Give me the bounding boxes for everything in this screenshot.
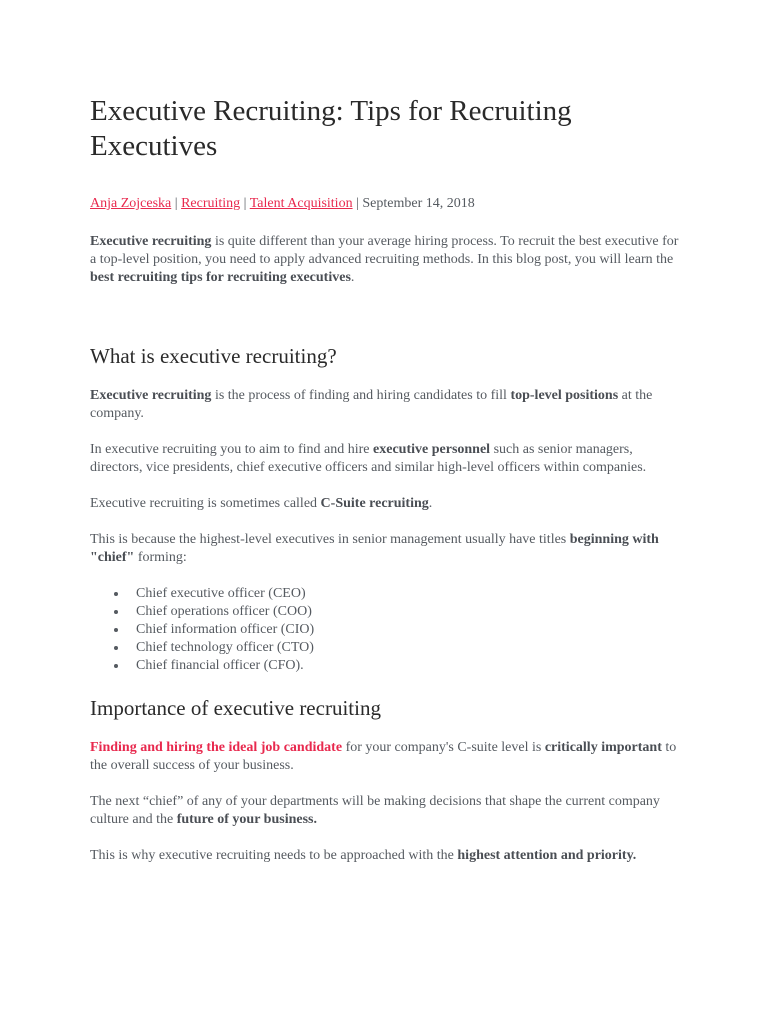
- section1-paragraph: [90, 531, 680, 567]
- chief-titles-list: [90, 585, 680, 675]
- meta-separator: |: [352, 196, 363, 211]
- section2-paragraph: [90, 739, 680, 775]
- body-text: such as senior managers, directors, vice presidents, chief executive officers and similar high-level officers within companies.: [90, 442, 647, 475]
- article-meta: [90, 195, 680, 213]
- author-link[interactable]: Anja Zojceska: [90, 196, 172, 211]
- body-text: for your company's C-suite level is: [342, 740, 545, 755]
- intro-bold: Executive recruiting: [90, 234, 212, 249]
- intro-text: .: [350, 270, 355, 285]
- section-heading-what-is: What is executive recruiting?: [90, 344, 337, 368]
- bold-text: critically important: [544, 740, 662, 755]
- body-text: .: [428, 496, 433, 511]
- article-title: Executive Recruiting: Tips for Recruiting Executives: [90, 95, 572, 162]
- section1-paragraph: [90, 495, 680, 513]
- body-text: at the company.: [90, 388, 653, 421]
- article: [90, 94, 680, 865]
- bold-text: highest attention and priority.: [457, 848, 637, 863]
- intro-paragraph: [90, 233, 680, 287]
- body-text: This is because the highest-level executives in senior management usually have titles: [90, 532, 570, 547]
- meta-separator: |: [240, 196, 250, 211]
- bold-text: C-Suite recruiting: [320, 496, 429, 511]
- list-item: Chief technology officer (CTO): [136, 639, 680, 657]
- body-text: forming:: [134, 550, 187, 565]
- body-text: Executive recruiting is sometimes called: [90, 496, 321, 511]
- intro-text: is quite different than your average hiring process. To recruit the best executive for a top-level position, you need to apply advanced recruiting methods. In this blog post, you will learn the: [90, 234, 679, 267]
- list-item: Chief executive officer (CEO): [136, 585, 680, 603]
- bold-text: beginning with "chief": [90, 532, 659, 565]
- section1-paragraph: [90, 441, 680, 477]
- ideal-candidate-link[interactable]: Finding and hiring the ideal job candidate: [90, 740, 343, 755]
- section1-paragraph: [90, 387, 680, 423]
- body-text: is the process of finding and hiring candidates to fill: [211, 388, 511, 403]
- body-text: In executive recruiting you to aim to find and hire: [90, 442, 374, 457]
- publish-date: September 14, 2018: [362, 196, 475, 211]
- section2-paragraph: [90, 793, 680, 829]
- bold-text: top-level positions: [510, 388, 619, 403]
- list-item: Chief financial officer (CFO).: [136, 657, 680, 675]
- intro-bold: best recruiting tips for recruiting executives: [90, 270, 351, 285]
- section2-paragraph: [90, 847, 680, 865]
- bold-text: Executive recruiting: [90, 388, 212, 403]
- bold-text: executive personnel: [373, 442, 491, 457]
- list-item: Chief operations officer (COO): [136, 603, 680, 621]
- bold-text: future of your business.: [176, 812, 317, 827]
- meta-separator: |: [171, 196, 182, 211]
- section-heading-importance: Importance of executive recruiting: [90, 696, 381, 720]
- body-text: to the overall success of your business.: [90, 740, 677, 773]
- category-link-talent-acquisition[interactable]: Talent Acquisition: [249, 196, 353, 211]
- body-text: This is why executive recruiting needs to be approached with the: [90, 848, 458, 863]
- category-link-recruiting[interactable]: Recruiting: [181, 196, 241, 211]
- body-text: The next “chief” of any of your departments will be making decisions that shape the current company culture and the: [90, 794, 660, 827]
- list-item: Chief information officer (CIO): [136, 621, 680, 639]
